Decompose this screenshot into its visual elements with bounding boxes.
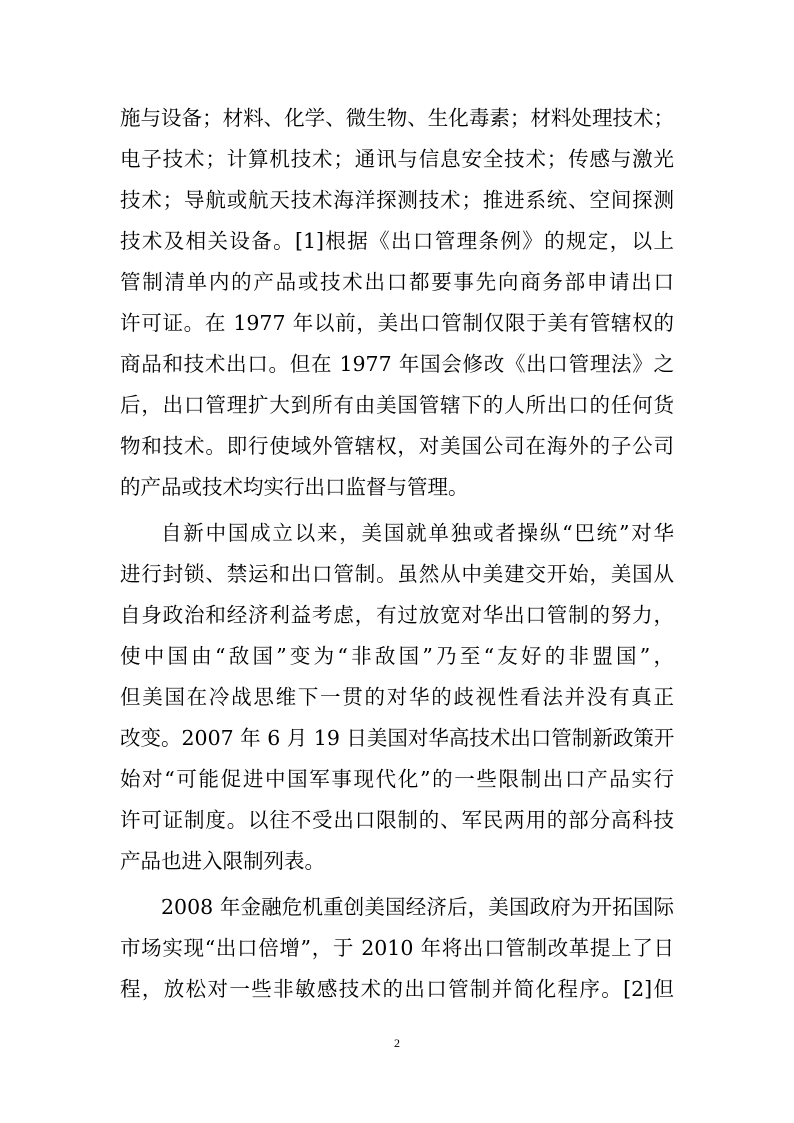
text-line: 程，放松对一些非敏感技术的出口管制并简化程序。[2]但 bbox=[120, 977, 674, 1001]
page-number: 2 bbox=[394, 1036, 400, 1050]
text-line: 管制清单内的产品或技术出口都要事先向商务部申请出口 bbox=[120, 270, 674, 294]
text-line: 2008 年金融危机重创美国经济后，美国政府为开拓国际 bbox=[161, 895, 674, 919]
text-line: 电子技术；计算机技术；通讯与信息安全技术；传感与激光 bbox=[120, 147, 674, 171]
text-line: 后，出口管理扩大到所有由美国管辖下的人所出口的任何货 bbox=[120, 393, 674, 417]
text-line: 进行封锁、禁运和出口管制。虽然从中美建交开始，美国从 bbox=[120, 562, 674, 586]
text-line: 的产品或技术均实行出口监督与管理。 bbox=[120, 475, 469, 499]
text-line: 施与设备；材料、化学、微生物、生化毒素；材料处理技术； bbox=[120, 106, 674, 130]
text-line: 使中国由“敌国”变为“非敌国”乃至“友好的非盟国”， bbox=[120, 644, 674, 668]
text-line: 但美国在冷战思维下一贯的对华的歧视性看法并没有真正 bbox=[120, 685, 674, 709]
text-line: 自新中国成立以来，美国就单独或者操纵“巴统”对华 bbox=[161, 521, 674, 545]
text-line: 技术；导航或航天技术海洋探测技术；推进系统、空间探测 bbox=[120, 188, 674, 212]
text-line: 许可证。在 1977 年以前，美出口管制仅限于美有管辖权的 bbox=[120, 311, 674, 335]
text-line: 改变。2007 年 6 月 19 日美国对华高技术出口管制新政策开 bbox=[120, 726, 675, 750]
text-line: 产品也进入限制列表。 bbox=[120, 849, 325, 873]
text-line: 技术及相关设备。[1]根据《出口管理条例》的规定，以上 bbox=[120, 229, 674, 253]
text-line: 商品和技术出口。但在 1977 年国会修改《出口管理法》之 bbox=[120, 352, 674, 376]
text-line: 自身政治和经济利益考虑，有过放宽对华出口管制的努力， bbox=[120, 603, 674, 627]
text-line: 许可证制度。以往不受出口限制的、军民两用的部分高科技 bbox=[120, 808, 674, 832]
text-line: 物和技术。即行使域外管辖权，对美国公司在海外的子公司 bbox=[120, 434, 674, 458]
text-line: 市场实现“出口倍增”，于 2010 年将出口管制改革提上了日 bbox=[120, 936, 674, 960]
text-line: 始对“可能促进中国军事现代化”的一些限制出口产品实行 bbox=[120, 767, 674, 791]
